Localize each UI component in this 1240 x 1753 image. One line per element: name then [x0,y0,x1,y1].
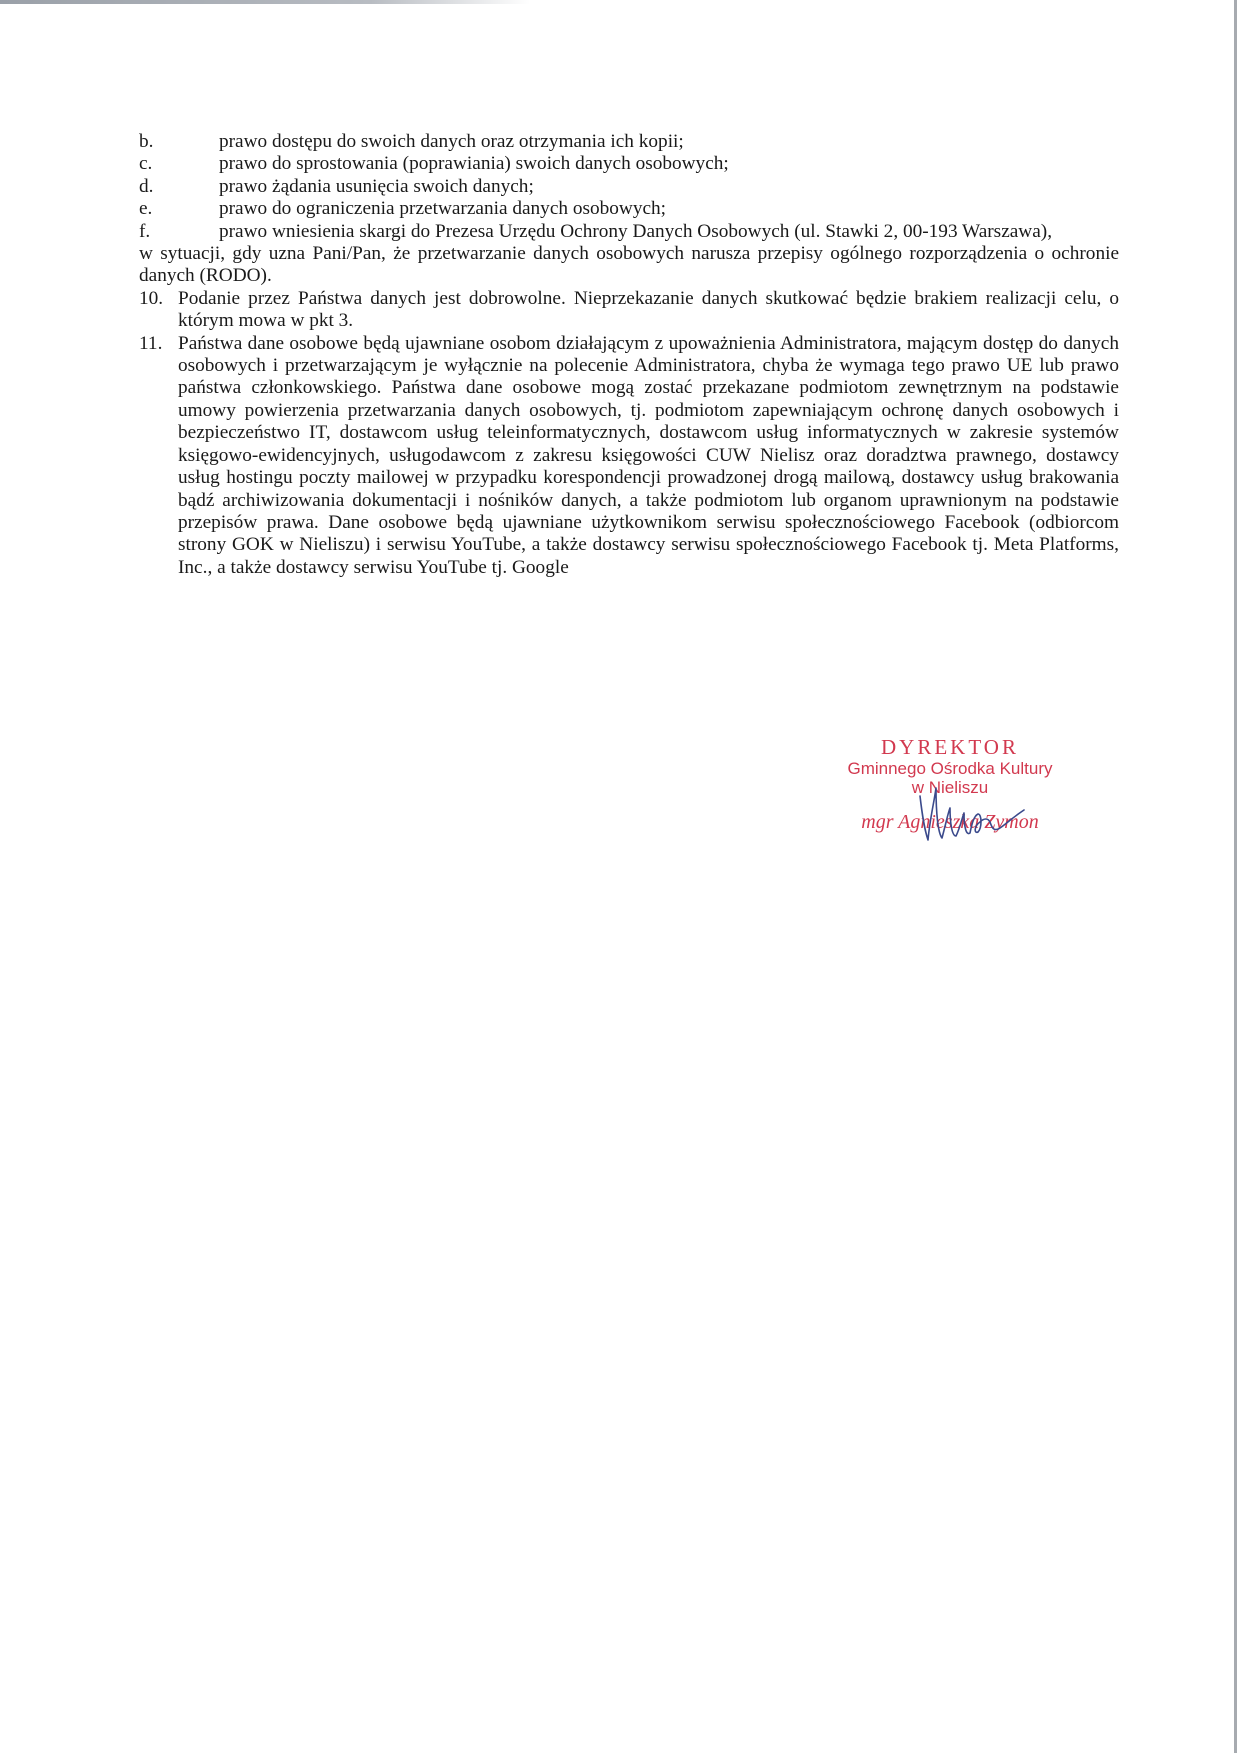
list-marker: b. [139,131,154,152]
list-text: prawo do sprostowania (poprawiania) swoich danych osobowych; [219,153,729,175]
numbered-item-10 [139,288,1119,333]
list-marker: c. [139,153,153,175]
item-number: 11. [139,332,163,354]
list-item-c [139,153,1119,175]
scan-edge-top [0,0,530,4]
item-text: Państwa dane osobowe będą ujawniane osobom działającym z upoważnienia Administratora, mającym dostęp do danych osobowych i przetwarzającym je wyłącznie na polecenie Administratora, chyba że wymaga tego prawo UE lub prawo państwa członkowskiego. Państwa dane osobowe mogą zostać przekazane podmiotom zewnętrznym na podstawie umowy powierzenia przetwarzania danych osobowych, tj. podmiotom zapewniającym ochronę danych osobowych i bezpieczeństwo IT, dostawcom usług teleinformatycznych, dostawcom usług informatycznych w zakresie systemów księgowo-ewidencyjnych, usługodawcom z zakresu księgowości CUW Nielisz oraz doradztwa prawnego, dostawcy usług hostingu poczty mailowej w przypadku korespondencji prowadzonej drogą mailową, dostawcy usług brakowania bądź archiwizowania dokumentacji i nośników danych, a także podmiotom lub organom uprawnionym na podstawie przepisów prawa. Dane osobowe będą ujawniane użytkownikom serwisu społecznościowego Facebook (odbiorcom strony GOK w Nieliszu) i serwisu YouTube, a także dostawcy serwisu społecznościowego Facebook tj. Meta Platforms, Inc., a także dostawcy serwisu YouTube tj. Google [178,332,1119,578]
list-item-f-continuation: w sytuacji, gdy uzna Pani/Pan, że przetwarzanie danych osobowych narusza przepisy ogólnego rozporządzenia o ochronie danych (RODO). [139,243,1119,287]
item-number: 10. [139,287,164,309]
list-text: prawo do ograniczenia przetwarzania danych osobowych; [219,198,667,220]
scan-edge-right [1234,0,1237,1753]
stamp-organization-line1: Gminnego Ośrodka Kultury [847,759,1053,778]
document-body [139,131,1119,579]
item-text: Podanie przez Państwa danych jest dobrowolne. Nieprzekazanie danych skutkować będzie brakiem realizacji celu, o którym mowa w pkt 3. [178,287,1119,332]
stamp-organization-line2: w Nieliszu [911,778,989,797]
list-item-b [139,131,1119,153]
list-marker: f. [139,220,151,242]
stamp-name: mgr Agnieszka Zymon [861,811,1039,833]
list-text: prawo wniesienia skargi do Prezesa Urzędu Ochrony Danych Osobowych (ul. Stawki 2, 00-193 Warszawa), [219,220,1053,242]
list-marker: d. [139,175,154,197]
list-item-d [139,176,1119,198]
stamp-title: DYREKTOR [881,735,1019,759]
numbered-item-11 [139,333,1119,579]
list-item-f [139,221,1119,243]
handwritten-signature [912,778,1042,853]
signature-stroke [920,788,1024,840]
list-text: prawo dostępu do swoich danych oraz otrzymania ich kopii; [219,131,684,152]
list-text: prawo żądania usunięcia swoich danych; [219,175,534,197]
list-marker: e. [139,198,153,220]
list-item-e [139,198,1119,220]
